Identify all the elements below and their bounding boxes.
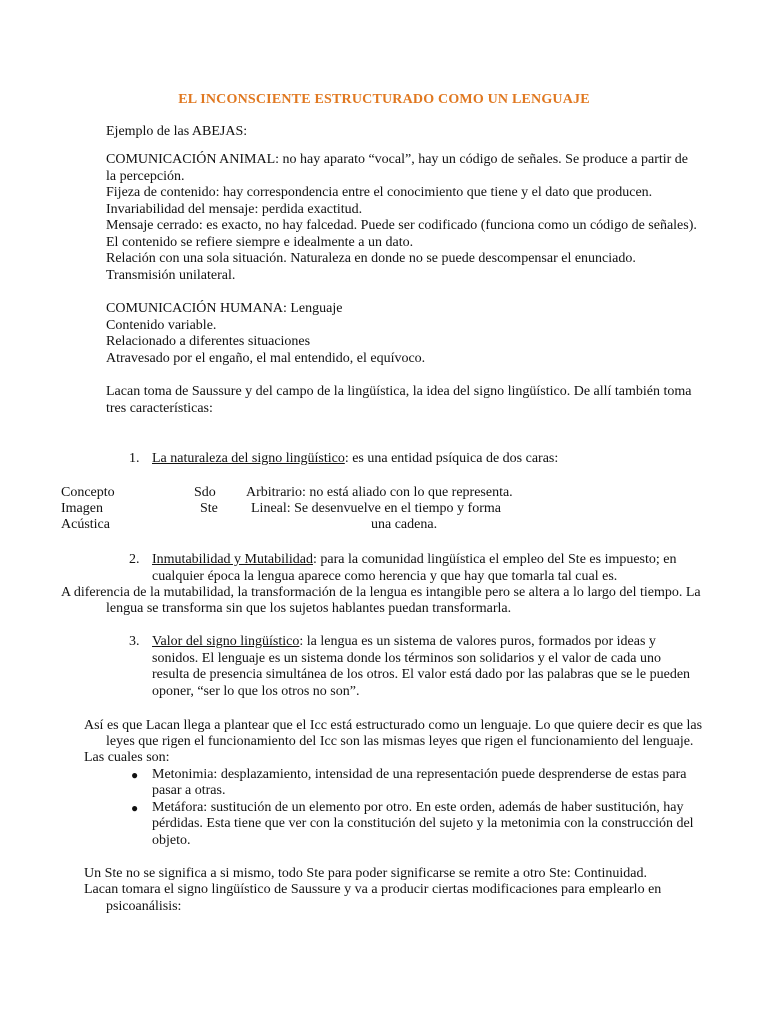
item-2-rest: : para la comunidad lingüística el empleo del Ste es impuesto; en: [312, 552, 677, 567]
item-1-text: [152, 451, 558, 468]
text-line: El contenido se refiere siempre e idealmente a un dato.: [106, 234, 414, 250]
text-line: Lacan tomara el signo lingüístico de Saussure y va a producir ciertas modificaciones para emplearlo en: [84, 882, 662, 897]
text-line: sonidos. El lenguaje es un sistema donde los términos son solidarios y el valor de cada uno: [152, 651, 661, 666]
text-line: A diferencia de la mutabilidad, la transformación de la lengua es intangible pero se altera a lo largo del tiempo. La: [61, 585, 701, 600]
text-line: tres características:: [106, 400, 213, 416]
text-line: Un Ste no se significa a si mismo, todo Ste para poder significarse se remite a otro Ste: Continuidad.: [84, 866, 648, 881]
text-line: Transmisión unilateral.: [106, 267, 236, 283]
item-3-text: [152, 634, 656, 651]
bullet-text: Metonimia: desplazamiento, intensidad de una representación puede desprenderse de estas para: [152, 767, 687, 782]
text-line: psicoanálisis:: [106, 899, 182, 914]
human-communication-block: [106, 301, 696, 367]
sdo-label: Sdo: [194, 485, 216, 500]
text-line: Relación con una sola situación. Naturaleza en donde no se puede descompensar el enunciado.: [106, 251, 636, 266]
imagen-label: Imagen: [61, 501, 103, 516]
list-number: 2.: [129, 552, 140, 567]
bullet-text: pasar a otras.: [152, 783, 226, 798]
lacan-intro-block: [106, 384, 696, 417]
list-number: 1.: [129, 451, 140, 466]
text-line: COMUNICACIÓN ANIMAL: no hay aparato “vocal”, hay un código de señales. Se produce a partir de: [106, 152, 689, 167]
item-3-heading: Valor del signo lingüístico: [152, 634, 300, 649]
intro-text: Ejemplo de las ABEJAS:: [106, 124, 248, 139]
text-line: Mensaje cerrado: es exacto, no hay falcedad. Puede ser codificado (funciona como un código de señales).: [106, 218, 697, 233]
text-line: Las cuales son:: [84, 750, 170, 765]
acustica-label: Acústica: [61, 517, 110, 532]
text-line: resulta de presencia simultánea de los otros. El valor está dado por las palabras que se le pueden: [152, 667, 691, 682]
animal-communication-block: [106, 152, 696, 284]
text-line: Contenido variable.: [106, 317, 217, 333]
ste-label: Ste: [200, 501, 218, 516]
text-line: la percepción.: [106, 168, 185, 184]
lineal-text: Lineal: Se desenvuelve en el tiempo y forma: [251, 501, 501, 516]
bullet-icon: ●: [131, 768, 139, 782]
item-1-rest: : es una entidad psíquica de dos caras:: [344, 451, 559, 466]
text-line: Fijeza de contenido: hay correspondencia entre el conocimiento que tiene y el dato que producen.: [106, 185, 653, 200]
text-line: COMUNICACIÓN HUMANA: Lenguaje: [106, 301, 343, 316]
text-line: Así es que Lacan llega a plantear que el Icc está estructurado como un lenguaje. Lo que quiere decir es que las: [84, 718, 703, 733]
page-title: EL INCONSCIENTE ESTRUCTURADO COMO UN LENGUAJE: [178, 92, 590, 107]
item-1-heading: La naturaleza del signo lingüístico: [152, 451, 345, 466]
bullet-text: Metáfora: sustitución de un elemento por otro. En este orden, además de haber sustitución, hay: [152, 800, 684, 815]
item-2-heading: Inmutabilidad y Mutabilidad: [152, 552, 313, 567]
cadena-text: una cadena.: [371, 517, 438, 532]
text-line: Lacan toma de Saussure y del campo de la lingüística, la idea del signo lingüístico. De allí también toma: [106, 384, 692, 399]
text-line: Relacionado a diferentes situaciones: [106, 334, 311, 349]
list-number: 3.: [129, 634, 140, 649]
text-line: oponer, “ser lo que los otros no son”.: [152, 684, 360, 699]
item-2-text: [152, 552, 677, 569]
text-line: Atravesado por el engaño, el mal entendido, el equívoco.: [106, 350, 426, 366]
text-line: cualquier época la lengua aparece como herencia y que hay que tomarla tal cual es.: [152, 569, 618, 584]
bullet-icon: ●: [131, 801, 139, 815]
concepto-label: Concepto: [61, 485, 115, 500]
item-3-rest: : la lengua es un sistema de valores puros, formados por ideas y: [299, 634, 656, 649]
bullet-text: pérdidas. Esta tiene que ver con la constitución del sujeto y la metonimia con la construcción del: [152, 816, 694, 831]
arbitrario-text: Arbitrario: no está aliado con lo que representa.: [246, 485, 513, 500]
text-line: leyes que rigen el funcionamiento del Icc son las mismas leyes que rigen el funcionamiento del lenguaje.: [106, 734, 694, 749]
bullet-text: objeto.: [152, 833, 191, 848]
text-line: lengua se transforma sin que los sujetos hablantes puedan transformarla.: [106, 601, 512, 616]
text-line: Invariabilidad del mensaje: perdida exactitud.: [106, 201, 363, 217]
